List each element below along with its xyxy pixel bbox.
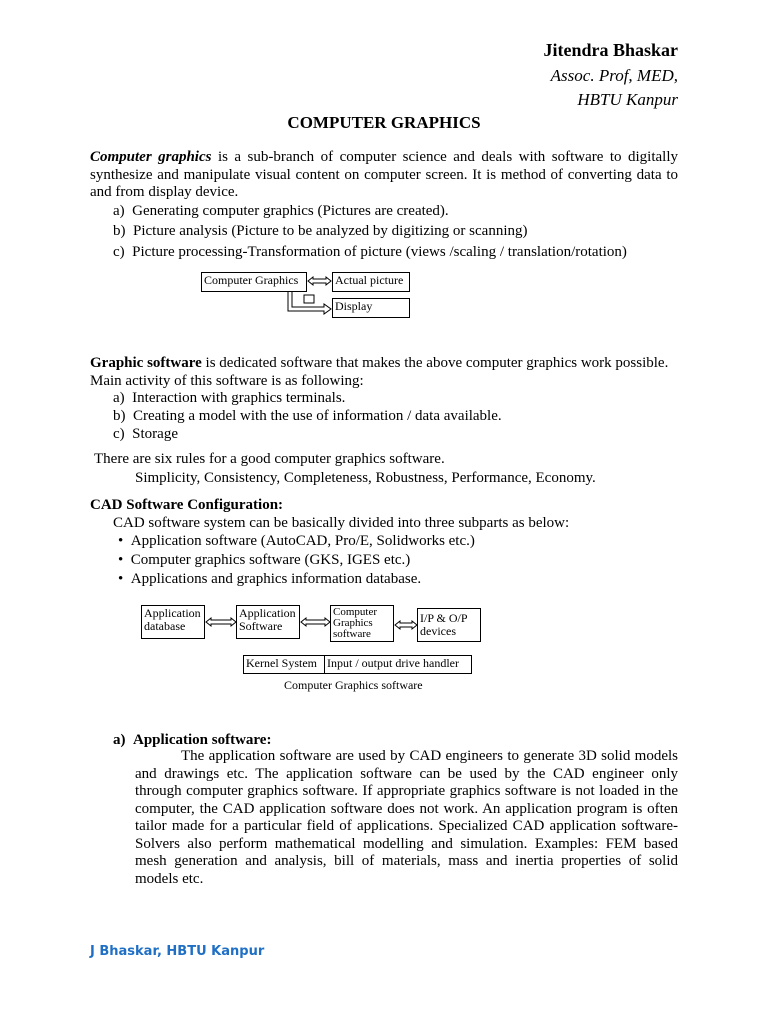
diagram2-arrows [200, 612, 425, 636]
rules-line: There are six rules for a good computer graphics software. [94, 451, 445, 467]
bullet-icon: • [118, 571, 124, 587]
intro-text: is a sub-branch of computer science and deals with software to digitally synthesize and manipulate visual content on computer screen. It is method of converting data to and from display device. [90, 149, 678, 200]
graphic-software-item [113, 425, 178, 443]
rules-list: Simplicity, Consistency, Completeness, Robustness, Performance, Economy. [135, 470, 596, 486]
section-heading-text: Application software: [133, 732, 272, 748]
list-item-text: Creating a model with the use of information / data available. [133, 408, 502, 424]
list-marker: c) [113, 244, 125, 260]
double-arrow-icon [206, 618, 236, 626]
diagram-box-kernel-system: Kernel System [243, 655, 325, 674]
graphic-software-item [113, 407, 502, 425]
bullet-text: Application software (AutoCAD, Pro/E, Solidworks etc.) [130, 533, 475, 549]
list-marker: b) [113, 223, 126, 239]
graphic-software-item [113, 389, 345, 407]
double-arrow-icon [301, 618, 330, 626]
bullet-text: Applications and graphics information database. [130, 571, 422, 587]
graphic-software-line2: Main activity of this software is as following: [90, 373, 364, 389]
diagram-box-io-handler: Input / output drive handler [324, 655, 472, 674]
list-marker: a) [113, 390, 125, 406]
diagram-box-computer-graphics: Computer Graphics [201, 272, 307, 292]
list-marker: a) [113, 203, 125, 219]
arrow-connector [304, 295, 314, 303]
diagram-box-computer-graphics-software: Computer Graphics software [330, 605, 394, 642]
graphic-software-term: Graphic software [90, 355, 202, 371]
list-marker: a) [113, 732, 126, 748]
double-arrow-icon [308, 277, 331, 285]
intro-item [113, 243, 627, 261]
list-marker: c) [113, 426, 125, 442]
graphic-software-text: is dedicated software that makes the above computer graphics work possible. [201, 355, 669, 371]
intro-paragraph [90, 149, 678, 202]
page-title: COMPUTER GRAPHICS [287, 113, 481, 132]
intro-item [113, 222, 527, 240]
author-role: Assoc. Prof, MED, [550, 66, 678, 85]
app-software-paragraph: The application software are used by CAD engineers to generate 3D solid models and drawings etc. The application software can be used by the CAD engineer only through computer graphics software. If appropriate graphics software is not loaded in the computer, the CAD application software does not work. An application program is often tailor made for a particular field of applications. Specialized CAD application software-Solvers also perform mathematical modelling and simulation. Examples: FEM based mesh generation and analysis, bill of materials, mass and inertia properties of solid models etc. [135, 748, 678, 887]
intro-term: Computer graphics [90, 149, 212, 165]
diagram-box-display: Display [332, 298, 410, 318]
author-institution: HBTU Kanpur [577, 90, 678, 109]
bullet-icon: • [118, 552, 124, 568]
diagram-box-actual-picture: Actual picture [332, 272, 410, 292]
graphic-software-line [90, 354, 668, 372]
bullet-icon: • [118, 533, 124, 549]
intro-item [113, 202, 449, 220]
cad-intro: CAD software system can be basically divided into three subparts as below: [113, 515, 570, 531]
page-footer: J Bhaskar, HBTU Kanpur [90, 944, 265, 959]
diagram1-arrows [200, 270, 340, 320]
cad-bullet [118, 532, 475, 550]
list-item-text: Picture processing-Transformation of picture (views /scaling / translation/rotation) [132, 244, 627, 260]
diagram-box-io-devices: I/P & O/P devices [417, 608, 481, 642]
list-item-text: Storage [132, 426, 178, 442]
list-item-text: Interaction with graphics terminals. [132, 390, 346, 406]
cad-heading: CAD Software Configuration: [90, 497, 284, 513]
author-name: Jitendra Bhaskar [543, 40, 678, 60]
double-arrow-icon [395, 621, 417, 629]
diagram2-caption: Computer Graphics software [284, 678, 423, 692]
diagram-box-application-database: Application database [141, 605, 205, 639]
list-marker: b) [113, 408, 126, 424]
cad-bullet [118, 551, 410, 569]
bullet-text: Computer graphics software (GKS, IGES etc.) [130, 552, 411, 568]
list-item-text: Picture analysis (Picture to be analyzed by digitizing or scanning) [133, 223, 528, 239]
list-item-text: Generating computer graphics (Pictures are created). [132, 203, 449, 219]
diagram-box-application-software: Application Software [236, 605, 300, 639]
app-software-heading [113, 731, 271, 749]
cad-bullet [118, 570, 421, 588]
